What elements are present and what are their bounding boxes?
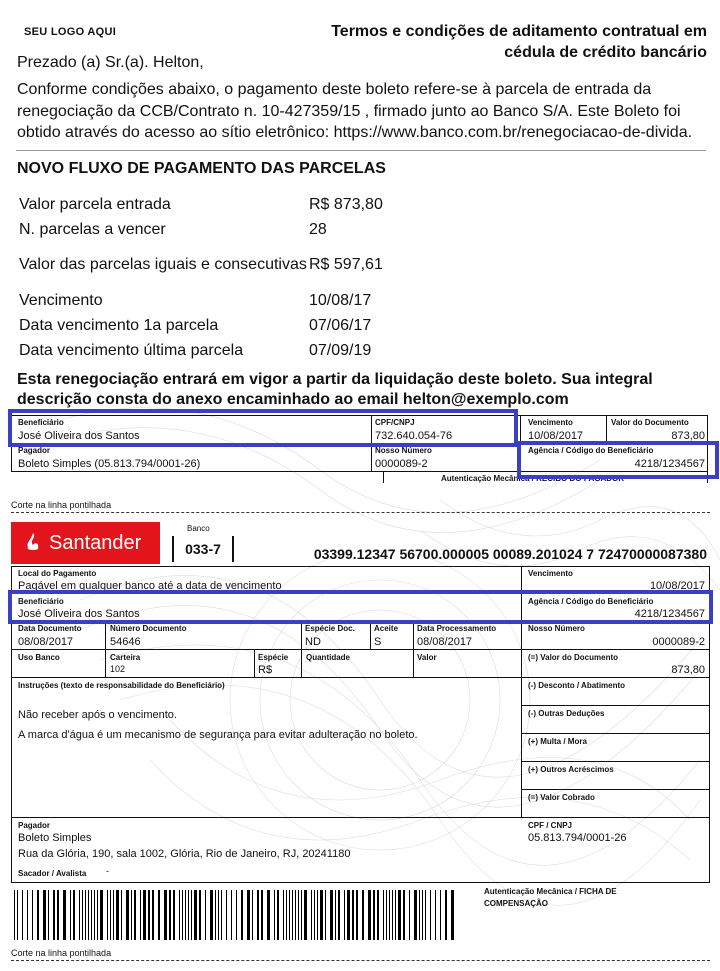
barcode-bar: [140, 890, 141, 940]
barcode-bar: [63, 890, 66, 940]
receipt-pagador: Boleto Simples (05.813.794/0001-26): [18, 458, 201, 470]
barcode-bar: [82, 890, 83, 940]
intro-paragraph: Conforme condições abaixo, o pagamento deste boleto refere-se à parcela de entrada da renegociação da CCB/Contrato n. 10-427359/15 , firmado junto ao Banco S/A. Este Boleto foi obtido através do acesso ao sítio eletrônico: https://www.banco.com.br/renegociacao-de-divida.: [17, 81, 693, 141]
pagador-cpf: 05.813.794/0001-26: [528, 832, 627, 844]
instrucao-2: A marca d'água é um mecanismo de segurança para evitar adulteração no boleto.: [18, 729, 418, 741]
barcode-bar: [311, 890, 312, 940]
slip-valor-documento: 873,80: [671, 664, 705, 676]
barcode-bar: [43, 890, 46, 940]
barcode-bar: [356, 890, 358, 940]
slip-vencimento: 10/08/2017: [649, 580, 705, 592]
barcode-bar: [236, 890, 237, 940]
barcode-bar: [377, 890, 379, 940]
barcode-bar: [100, 890, 103, 940]
barcode-bar: [205, 890, 206, 940]
numero-documento: 54646: [110, 636, 141, 648]
barcode-bar: [191, 890, 192, 940]
barcode-bar: [27, 890, 28, 940]
especie: R$: [258, 664, 273, 676]
barcode-bar: [126, 890, 129, 940]
validity-note: Esta renegociação entrará em vigor a partir da liquidação deste boleto. Sua integral descrição consta do anexo encaminhado ao email helton@exemplo.com: [17, 371, 653, 408]
data-documento: 08/08/2017: [18, 636, 74, 648]
barcode-bar: [338, 890, 340, 940]
receipt-autenticacao: Autenticação Mecânica / RECIBO DO PAGADOR: [441, 474, 624, 483]
barcode-bar: [317, 890, 318, 940]
barcode-bar: [409, 890, 410, 940]
barcode-bar: [368, 890, 371, 940]
table-row: Data vencimento última parcela 07/09/19: [19, 341, 372, 359]
barcode-bar: [445, 890, 447, 940]
slip-autenticacao: Autenticação Mecânica / FICHA DE COMPENSAÇÃO: [484, 887, 617, 908]
barcode-bar: [414, 890, 417, 940]
highlight-box: [8, 590, 713, 624]
barcode: [14, 890, 454, 940]
barcode-bar: [395, 890, 396, 940]
receipt-beneficiario: José Oliveira dos Santos: [18, 430, 140, 442]
barcode-bar: [347, 890, 350, 940]
barcode-bar: [435, 890, 436, 940]
barcode-bar: [389, 890, 390, 940]
barcode-bar: [17, 890, 18, 940]
barcode-bar: [231, 890, 232, 940]
receipt-cpf: 732.640.054-76: [375, 430, 453, 442]
barcode-bar: [179, 890, 180, 940]
barcode-bar: [403, 890, 405, 940]
barcode-bar: [110, 890, 111, 940]
barcode-bar: [451, 890, 454, 940]
barcode-bar: [14, 890, 15, 940]
barcode-bar: [107, 890, 108, 940]
especie-doc: ND: [305, 636, 321, 648]
barcode-bar: [440, 890, 441, 940]
barcode-bar: [37, 890, 39, 940]
barcode-bar: [267, 890, 270, 940]
barcode-bar: [148, 890, 150, 940]
pagador-nome: Boleto Simples: [18, 832, 92, 844]
barcode-bar: [91, 890, 92, 940]
barcode-bar: [143, 890, 146, 940]
bank-logo: Santander: [11, 522, 160, 564]
divider: [16, 150, 706, 151]
barcode-bar: [286, 890, 287, 940]
sacador: -: [106, 866, 109, 876]
instrucao-1: Não receber após o vencimento.: [18, 709, 177, 721]
barcode-bar: [252, 890, 253, 940]
barcode-bar: [241, 890, 243, 940]
barcode-bar: [215, 890, 216, 940]
instructions-cell: [11, 677, 522, 818]
barcode-bar: [430, 890, 431, 940]
barcode-bar: [116, 890, 119, 940]
receipt-nosso-numero: 0000089-2: [375, 458, 428, 470]
section-title: NOVO FLUXO DE PAGAMENTO DAS PARCELAS: [17, 160, 386, 177]
barcode-bar: [182, 890, 183, 940]
cut-line: [11, 512, 710, 513]
barcode-bar: [422, 890, 423, 940]
barcode-bar: [164, 890, 167, 940]
table-row: Valor parcela entrada R$ 873,80: [19, 195, 383, 213]
barcode-bar: [289, 890, 290, 940]
local-pagamento: Pagável em qualquer banco até a data de vencimento: [18, 580, 282, 592]
barcode-bar: [79, 890, 80, 940]
barcode-bar: [335, 890, 336, 940]
table-row: Data vencimento 1a parcela 07/06/17: [19, 316, 372, 334]
table-row: N. parcelas a vencer 28: [19, 220, 327, 238]
barcode-bar: [274, 890, 275, 940]
barcode-bar: [131, 890, 132, 940]
company-logo: SEU LOGO AQUI: [24, 26, 117, 38]
barcode-bar: [113, 890, 114, 940]
cut-line-label: Corte na linha pontilhada: [11, 948, 112, 958]
highlight-box: [8, 409, 518, 447]
aceite: S: [374, 636, 382, 648]
barcode-bar: [134, 890, 136, 940]
barcode-bar: [169, 890, 171, 940]
payment-terms-table: [19, 192, 383, 363]
barcode-bar: [383, 890, 384, 940]
barcode-bar: [292, 890, 293, 940]
barcode-bar: [295, 890, 296, 940]
barcode-bar: [352, 890, 354, 940]
flame-icon: [23, 532, 43, 554]
barcode-bar: [32, 890, 33, 940]
barcode-bar: [73, 890, 75, 940]
barcode-bar: [261, 890, 263, 940]
data-processamento: 08/08/2017: [417, 636, 473, 648]
receipt-valor: 873,80: [671, 430, 705, 442]
barcode-bar: [94, 890, 95, 940]
carteira: 102: [110, 664, 126, 674]
barcode-bar: [210, 890, 213, 940]
bank-code: 033-7: [172, 536, 234, 562]
slip-agencia: 4218/1234567: [634, 608, 705, 620]
barcode-bar: [386, 890, 387, 940]
barcode-bar: [48, 890, 49, 940]
barcode-bar: [298, 890, 299, 940]
barcode-bar: [425, 890, 426, 940]
barcode-bar: [97, 890, 98, 940]
slip-beneficiario: José Oliveira dos Santos: [18, 608, 140, 620]
barcode-bar: [221, 890, 222, 940]
barcode-bar: [320, 890, 323, 940]
barcode-bar: [194, 890, 197, 940]
barcode-bar: [373, 890, 375, 940]
barcode-bar: [88, 890, 89, 940]
barcode-bar: [304, 890, 307, 940]
greeting: Prezado (a) Sr.(a). Helton,: [17, 54, 204, 71]
table-row: Valor das parcelas iguais e consecutivas R$ 597,61: [19, 256, 383, 273]
cut-line-label: Corte na linha pontilhada: [11, 500, 112, 510]
barcode-bar: [247, 890, 250, 940]
barcode-bar: [344, 890, 345, 940]
barcode-bar: [199, 890, 201, 940]
barcode-bar: [188, 890, 189, 940]
barcode-bar: [314, 890, 315, 940]
table-row: Vencimento 10/08/17: [19, 291, 372, 309]
barcode-bar: [121, 890, 122, 940]
barcode-bar: [158, 890, 160, 940]
pagador-endereco: Rua da Glória, 190, sala 1002, Glória, Rio de Janeiro, RJ, 20241180: [18, 848, 351, 860]
barcode-bar: [330, 890, 333, 940]
page-title: Termos e condições de aditamento contratual em cédula de crédito bancário: [331, 23, 707, 61]
barcode-bar: [173, 890, 175, 940]
barcode-bar: [257, 890, 259, 940]
receipt-agencia: 4218/1234567: [634, 458, 705, 470]
receipt-vencimento: 10/08/2017: [528, 430, 584, 442]
barcode-bar: [70, 890, 71, 940]
slip-nosso-numero: 0000089-2: [652, 636, 705, 648]
barcode-bar: [398, 890, 401, 940]
barcode-bar: [301, 890, 302, 940]
barcode-bar: [325, 890, 326, 940]
highlight-box: [517, 441, 719, 479]
barcode-bar: [185, 890, 186, 940]
barcode-bar: [53, 890, 55, 940]
barcode-bar: [419, 890, 420, 940]
barcode-bar: [152, 890, 154, 940]
barcode-bar: [283, 890, 284, 940]
digitable-line: 03399.12347 56700.000005 00089.201024 7 72470000087380: [313, 546, 707, 562]
barcode-bar: [22, 890, 23, 940]
barcode-bar: [218, 890, 219, 940]
barcode-bar: [362, 890, 364, 940]
barcode-bar: [392, 890, 393, 940]
cut-line: [11, 960, 710, 961]
barcode-bar: [226, 890, 227, 940]
barcode-bar: [57, 890, 59, 940]
barcode-bar: [277, 890, 279, 940]
barcode-bar: [85, 890, 86, 940]
